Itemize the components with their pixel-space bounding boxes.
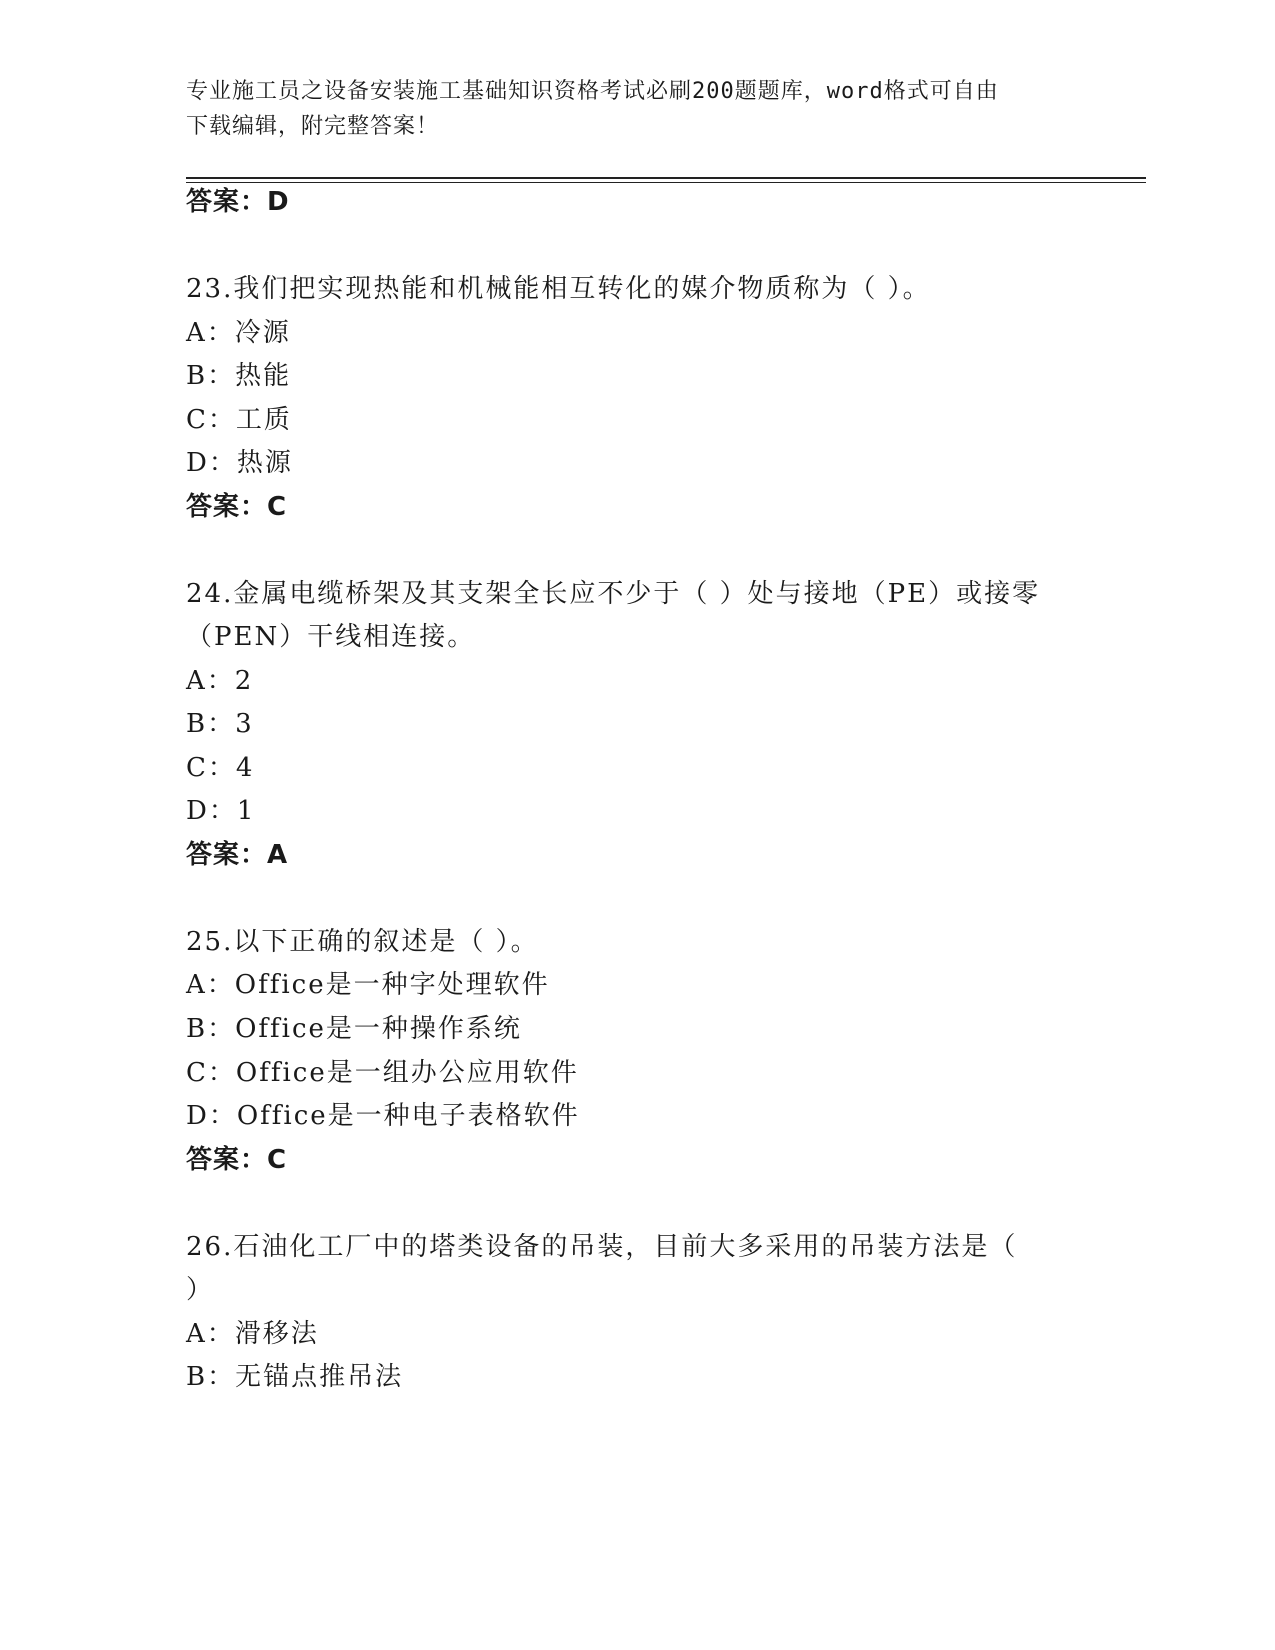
header-line-1: 专业施工员之设备安装施工基础知识资格考试必刷200题题库，word格式可自由: [186, 79, 999, 104]
header-divider-thick: [186, 177, 1146, 179]
option-d: D：1: [186, 796, 256, 826]
document-header: [186, 74, 1066, 144]
option-a: A：2: [186, 666, 254, 696]
option-a: A：冷源: [186, 318, 291, 348]
option-b: B：热能: [186, 361, 292, 391]
option-d: D：Office是一种电子表格软件: [186, 1101, 580, 1131]
option-c: C：4: [186, 753, 255, 783]
option-b: B：Office是一种操作系统: [186, 1014, 522, 1044]
option-d: D：热源: [186, 448, 293, 478]
option-c: C：Office是一组办公应用软件: [186, 1058, 579, 1088]
question-stem-continued: （PEN）干线相连接。: [186, 622, 476, 652]
question-stem: 23.我们把实现热能和机械能相互转化的媒介物质称为（ ）。: [186, 274, 931, 304]
option-c: C：工质: [186, 405, 292, 435]
header-line-2: 下载编辑，附完整答案！: [186, 114, 440, 139]
question-stem: 25.以下正确的叙述是（ ）。: [186, 927, 539, 957]
header-divider-thin: [186, 182, 1146, 183]
question-stem-continued: ）: [186, 1275, 215, 1305]
question-stem: 26.石油化工厂中的塔类设备的吊装，目前大多采用的吊装方法是（: [186, 1232, 1018, 1262]
answer-line: 答案：D: [186, 187, 290, 217]
option-a: A：滑移法: [186, 1319, 319, 1349]
answer-line: 答案：A: [186, 840, 289, 870]
answer-line: 答案：C: [186, 1145, 288, 1175]
answer-line: 答案：C: [186, 492, 288, 522]
option-b: B：3: [186, 709, 254, 739]
question-stem: 24.金属电缆桥架及其支架全长应不少于（ ）处与接地（PE）或接零: [186, 579, 1041, 609]
option-a: A：Office是一种字处理软件: [186, 970, 550, 1000]
option-b: B：无锚点推吊法: [186, 1362, 404, 1392]
